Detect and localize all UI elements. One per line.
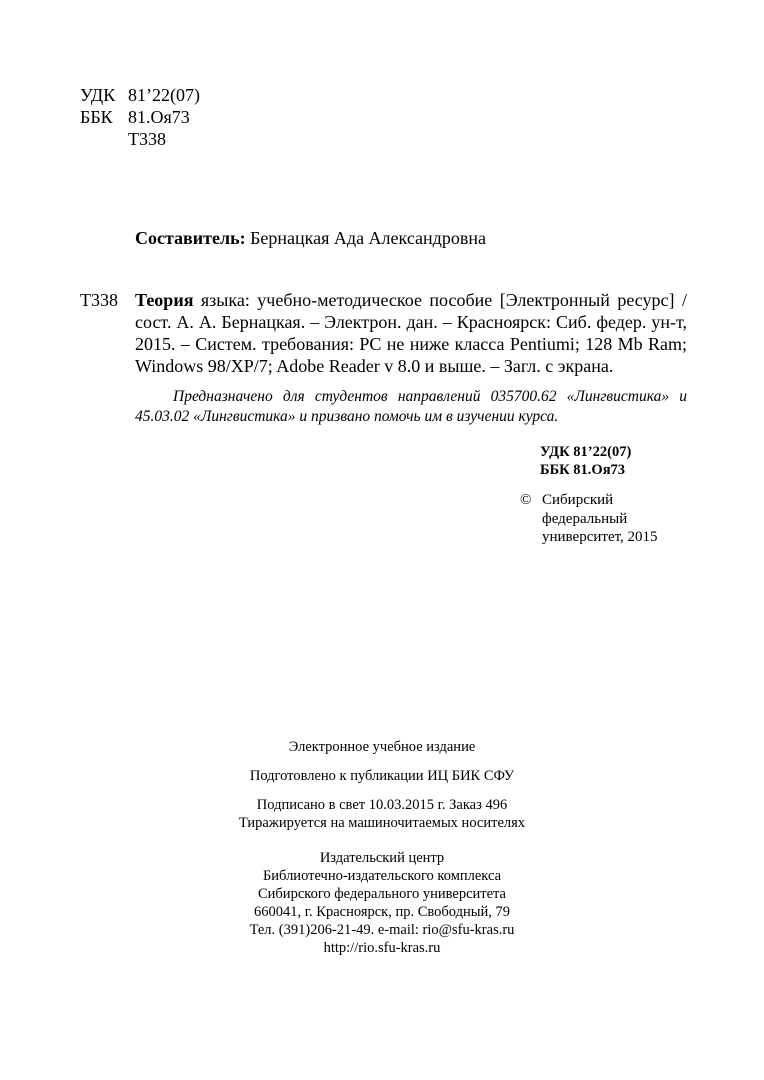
prepared-by: Подготовлено к публикации ИЦ БИК СФУ [249, 768, 515, 784]
compiler-name: Бернацкая Ада Александровна [250, 228, 486, 248]
codes-bbk: ББК 81.Оя73 [540, 462, 626, 478]
publisher-contacts: Тел. (391)206-21-49. e-mail: rio@sfu-kras.ru [249, 922, 515, 938]
bbk-value: 81.Оя73 [128, 107, 190, 127]
publisher-line: Издательский центр [319, 850, 445, 866]
compiler-label: Составитель: [135, 228, 246, 248]
publisher-line: Сибирского федерального университета [258, 886, 506, 902]
bbk-row [80, 106, 190, 128]
bib-line-2: сост. А. А. Бернацкая. – Электрон. дан. – Красноярск: Сиб. федер. ун-т, 2015. – Систем. требования: PC не ниже класса Pentiumi; 128 Mb Ram; Windows 98/XP/7; Adobe Reader v 8.0 и выше. – Загл. с экрана. [135, 312, 687, 376]
copyright-icon: © [520, 492, 532, 508]
copyright-holder [542, 491, 658, 547]
udk-label: УДК [80, 85, 116, 105]
copyright-line: Сибирский [542, 492, 614, 508]
udk-row [80, 84, 200, 106]
edition-type: Электронное учебное издание [288, 739, 476, 755]
publisher-line: Библиотечно-издательского комплекса [262, 868, 502, 884]
bib-description [135, 289, 687, 377]
codes-udk: УДК 81’22(07) [540, 444, 632, 460]
replication-info: Тиражируется на машиночитаемых носителях [238, 815, 526, 831]
udk-value: 81’22(07) [128, 85, 200, 105]
bib-line-1: языка: учебно-методическое пособие [Электронный ресурс] / [193, 290, 687, 310]
annotation: Предназначено для студентов направлений 035700.62 «Лингвистика» и 45.03.02 «Лингвистика» и призвано помочь им в изучении курса. [135, 388, 687, 425]
copyright-line: университет, 2015 [542, 529, 658, 545]
author-mark: Т338 [128, 129, 166, 149]
signed-date-order: Подписано в свет 10.03.2015 г. Заказ 496 [256, 797, 508, 813]
bib-code: Т338 [80, 290, 118, 310]
bib-title: Теория [135, 290, 194, 310]
publisher-address: 660041, г. Красноярск, пр. Свободный, 79 [253, 904, 510, 920]
compiler-line [135, 227, 486, 249]
publisher-website: http://rio.sfu-kras.ru [323, 940, 441, 956]
copyright-line: федеральный [542, 510, 628, 527]
codes-block [540, 443, 631, 479]
bbk-label: ББК [80, 107, 113, 127]
